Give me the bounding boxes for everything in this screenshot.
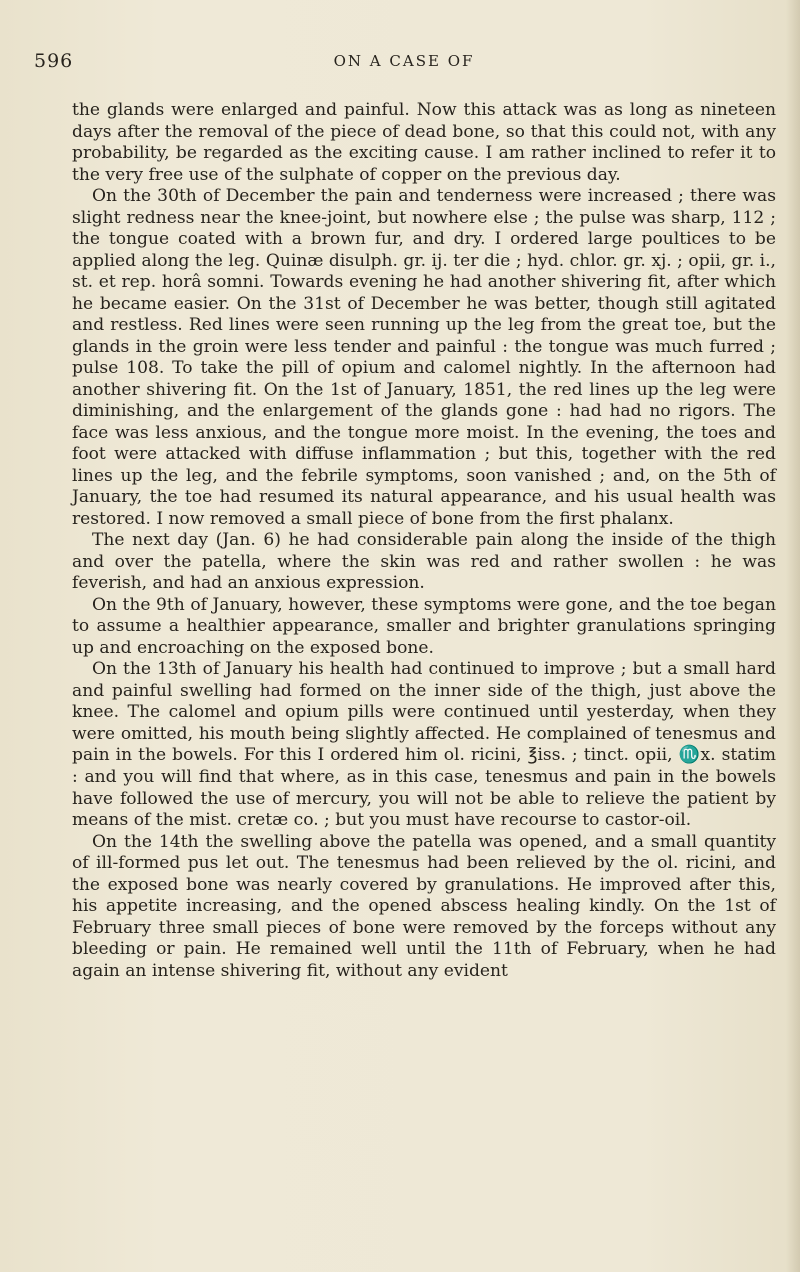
page-edge-shadow: [786, 0, 800, 1272]
paragraph: On the 9th of January, however, these symptoms were gone, and the toe began to assume a healthier appearance, smaller and brighter granulations springing up and encroaching on the exposed bone.: [72, 594, 776, 658]
paragraph: On the 30th of December the pain and tenderness were increased ; there was slight redness near the knee-joint, but nowhere else ; the pulse was sharp, 112 ; the tongue coated with a brown fur, and dry. I ordered large poultices to be applied along the leg. Quinæ disulph. gr. ij. ter die ; hyd. chlor. gr. xj. ; opii, gr. i., st. et rep. horâ somni. Towards evening he had another shivering fit, after which he became easier. On the 31st of December he was better, though still agitated and restless. Red lines were seen running up the leg from the great toe, but the glands in the groin were less tender and painful : the tongue was much furred ; pulse 108. To take the pill of opium and calomel nightly. In the afternoon had another shivering fit. On the 1st of January, 1851, the red lines up the leg were diminishing, and the enlargement of the glands gone : had had no rigors. The face was less anxious, and the tongue more moist. In the evening, the toes and foot were attacked with diffuse inflammation ; but this, together with the red lines up the leg, and the febrile symptoms, soon vanished ; and, on the 5th of January, the toe had resumed its natural appearance, and his usual health was restored. I now removed a small piece of bone from the first phalanx.: [72, 186, 776, 529]
paragraph: On the 14th the swelling above the patella was opened, and a small quantity of ill-formed pus let out. The tenesmus had been relieved by the ol. ricini, and the exposed bone was nearly covered by granulations. He improved after this, his appetite increasing, and the opened abscess healing kindly. On the 1st of February three small pieces of bone were removed by the forceps without any bleeding or pain. He remained well until the 11th of February, when he had again an intense shivering fit, without any evident: [72, 831, 776, 981]
paragraph: On the 13th of January his health had continued to improve ; but a small hard and painful swelling had formed on the inner side of the thigh, just above the knee. The calomel and opium pills were continued until yesterday, when they were omitted, his mouth being slightly affected. He complained of tenesmus and pain in the bowels. For this I ordered him ol. ricini, ℥iss. ; tinct. opii, ♏x. statim : and you will find that where, as in this case, tenesmus and pain in the bowels have followed the use of mercury, you will not be able to relieve the patient by means of the mist. cretæ co. ; but you must have recourse to castor-oil.: [72, 659, 776, 831]
page-header: [34, 50, 774, 80]
paragraph: the glands were enlarged and painful. Now this attack was as long as nineteen days after the removal of the piece of dead bone, so that this could not, with any probability, be regarded as the exciting cause. I am rather inclined to refer it to the very free use of the sulphate of copper on the previous day.: [72, 100, 776, 185]
page-number: 596: [34, 50, 74, 72]
body-text: [72, 100, 776, 982]
running-head: ON A CASE OF: [333, 52, 475, 70]
paragraph: The next day (Jan. 6) he had considerable pain along the inside of the thigh and over the patella, where the skin was red and rather swollen : he was feverish, and had an anxious expression.: [72, 530, 776, 594]
